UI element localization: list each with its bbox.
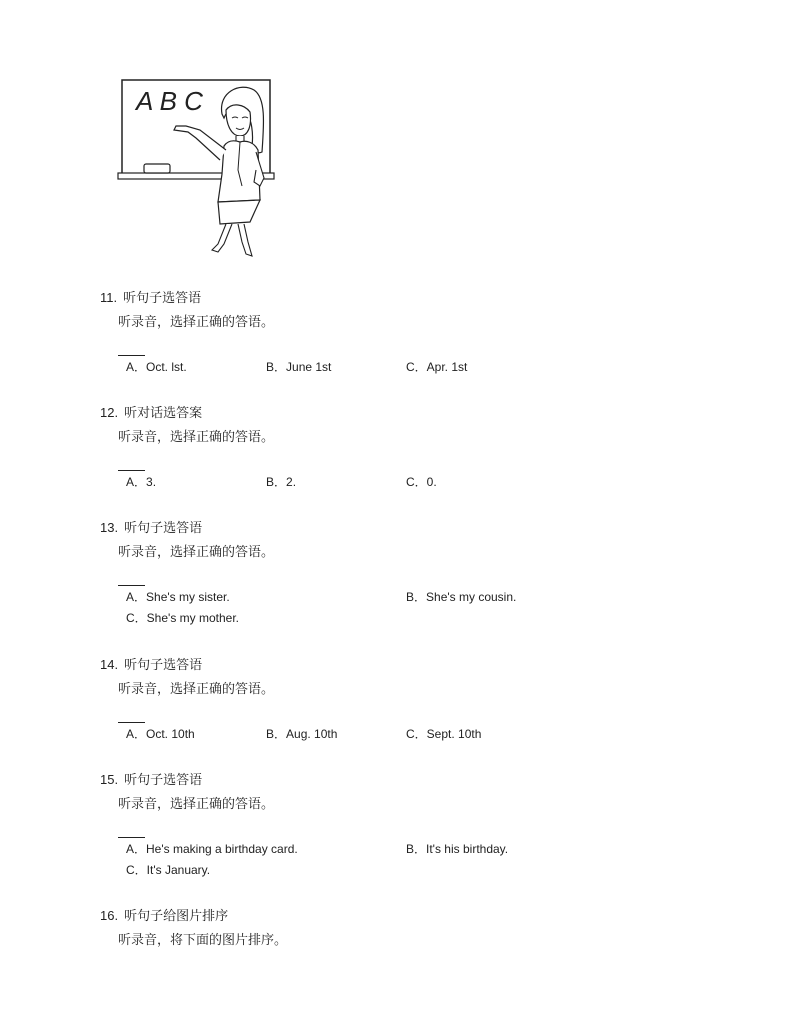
answer-blank[interactable] bbox=[118, 823, 145, 838]
options-group bbox=[126, 840, 509, 882]
option-c[interactable]: C．She's my mother. bbox=[126, 611, 239, 625]
option-b[interactable]: B．2. bbox=[266, 475, 297, 489]
question-instruction: 听录音，选择正确的答语。 bbox=[118, 796, 275, 811]
option-c[interactable]: C．It's January. bbox=[126, 863, 211, 877]
question-number: 16. bbox=[100, 908, 119, 923]
option-b[interactable]: B．Aug. 10th bbox=[266, 727, 338, 741]
question-instruction: 听录音，将下面的图片排序。 bbox=[118, 932, 288, 947]
answer-blank[interactable] bbox=[118, 341, 145, 356]
question-title: 听对话选答案 bbox=[124, 405, 203, 420]
question-12 bbox=[100, 404, 437, 493]
question-title: 听句子选答语 bbox=[123, 290, 202, 305]
question-number: 13. bbox=[100, 520, 119, 535]
options-group bbox=[126, 358, 468, 378]
teacher-blackboard-illustration bbox=[114, 74, 282, 260]
question-instruction: 听录音，选择正确的答语。 bbox=[118, 544, 275, 559]
answer-blank[interactable] bbox=[118, 456, 145, 471]
question-11 bbox=[100, 289, 468, 378]
options-group bbox=[126, 473, 437, 493]
answer-blank[interactable] bbox=[118, 571, 145, 586]
question-15 bbox=[100, 771, 509, 882]
option-b[interactable]: B．She's my cousin. bbox=[406, 590, 517, 604]
question-title: 听句子选答语 bbox=[124, 520, 203, 535]
option-c[interactable]: C．Apr. 1st bbox=[406, 360, 468, 374]
question-14 bbox=[100, 656, 482, 745]
question-title: 听句子选答语 bbox=[124, 657, 203, 672]
option-b[interactable]: B．June 1st bbox=[266, 360, 332, 374]
options-group bbox=[126, 725, 482, 745]
question-title: 听句子选答语 bbox=[124, 772, 203, 787]
question-16 bbox=[100, 907, 287, 949]
question-instruction: 听录音，选择正确的答语。 bbox=[118, 681, 275, 696]
board-letters: A B C bbox=[136, 86, 203, 116]
question-title: 听句子给图片排序 bbox=[124, 908, 229, 923]
option-a[interactable]: A．She's my sister. bbox=[126, 590, 230, 604]
option-a[interactable]: A．Oct. lst. bbox=[126, 360, 187, 374]
option-c[interactable]: C．Sept. 10th bbox=[406, 727, 482, 741]
eraser bbox=[144, 164, 170, 173]
question-instruction: 听录音，选择正确的答语。 bbox=[118, 314, 275, 329]
option-c[interactable]: C．0. bbox=[406, 475, 437, 489]
question-number: 15. bbox=[100, 772, 119, 787]
answer-blank[interactable] bbox=[118, 708, 145, 723]
question-number: 12. bbox=[100, 405, 119, 420]
option-a[interactable]: A．Oct. 10th bbox=[126, 727, 195, 741]
question-number: 11. bbox=[100, 290, 118, 305]
options-group bbox=[126, 588, 517, 630]
option-a[interactable]: A．3. bbox=[126, 475, 157, 489]
question-13 bbox=[100, 519, 517, 630]
question-number: 14. bbox=[100, 657, 119, 672]
question-instruction: 听录音，选择正确的答语。 bbox=[118, 429, 275, 444]
option-b[interactable]: B．It's his birthday. bbox=[406, 842, 509, 856]
option-a[interactable]: A．He's making a birthday card. bbox=[126, 842, 298, 856]
